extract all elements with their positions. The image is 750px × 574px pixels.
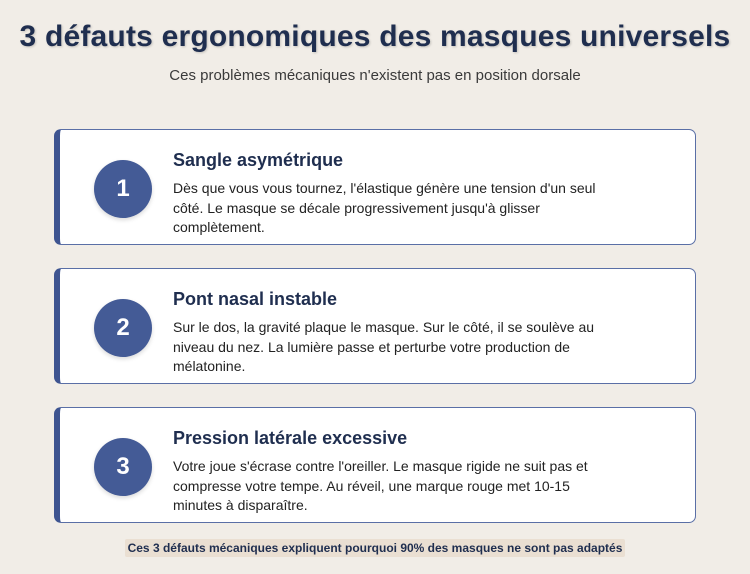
- card-title: Pression latérale excessive: [173, 428, 408, 448]
- number-badge: 2: [94, 299, 152, 357]
- page-subtitle: Ces problèmes mécaniques n'existent pas en position dorsale: [169, 67, 581, 84]
- card-text: Votre joue s'écrase contre l'oreiller. Le masque rigide ne suit pas et compresse votre tempe. Au réveil, une marque rouge met 10-15 minutes à disparaître.: [173, 458, 588, 513]
- number-badge: 3: [94, 438, 152, 496]
- number-badge: 1: [94, 160, 152, 218]
- defect-card-1: [54, 129, 696, 245]
- defect-card-2: [54, 268, 696, 384]
- footer-text: Ces 3 défauts mécaniques expliquent pourquoi 90% des masques ne sont pas adaptés: [125, 539, 626, 557]
- defect-card-3: [54, 407, 696, 523]
- footer-note: [0, 541, 750, 555]
- page-title: 3 défauts ergonomiques des masques universels: [19, 20, 731, 53]
- card-title: Pont nasal instable: [173, 289, 338, 309]
- card-title: Sangle asymétrique: [173, 150, 344, 170]
- card-text: Sur le dos, la gravité plaque le masque. Sur le côté, il se soulève au niveau du nez. La lumière passe et perturbe votre production de mélatonine.: [173, 319, 595, 374]
- card-text: Dès que vous vous tournez, l'élastique génère une tension d'un seul côté. Le masque se décale progressivement jusqu'à glisser complètement.: [173, 180, 596, 235]
